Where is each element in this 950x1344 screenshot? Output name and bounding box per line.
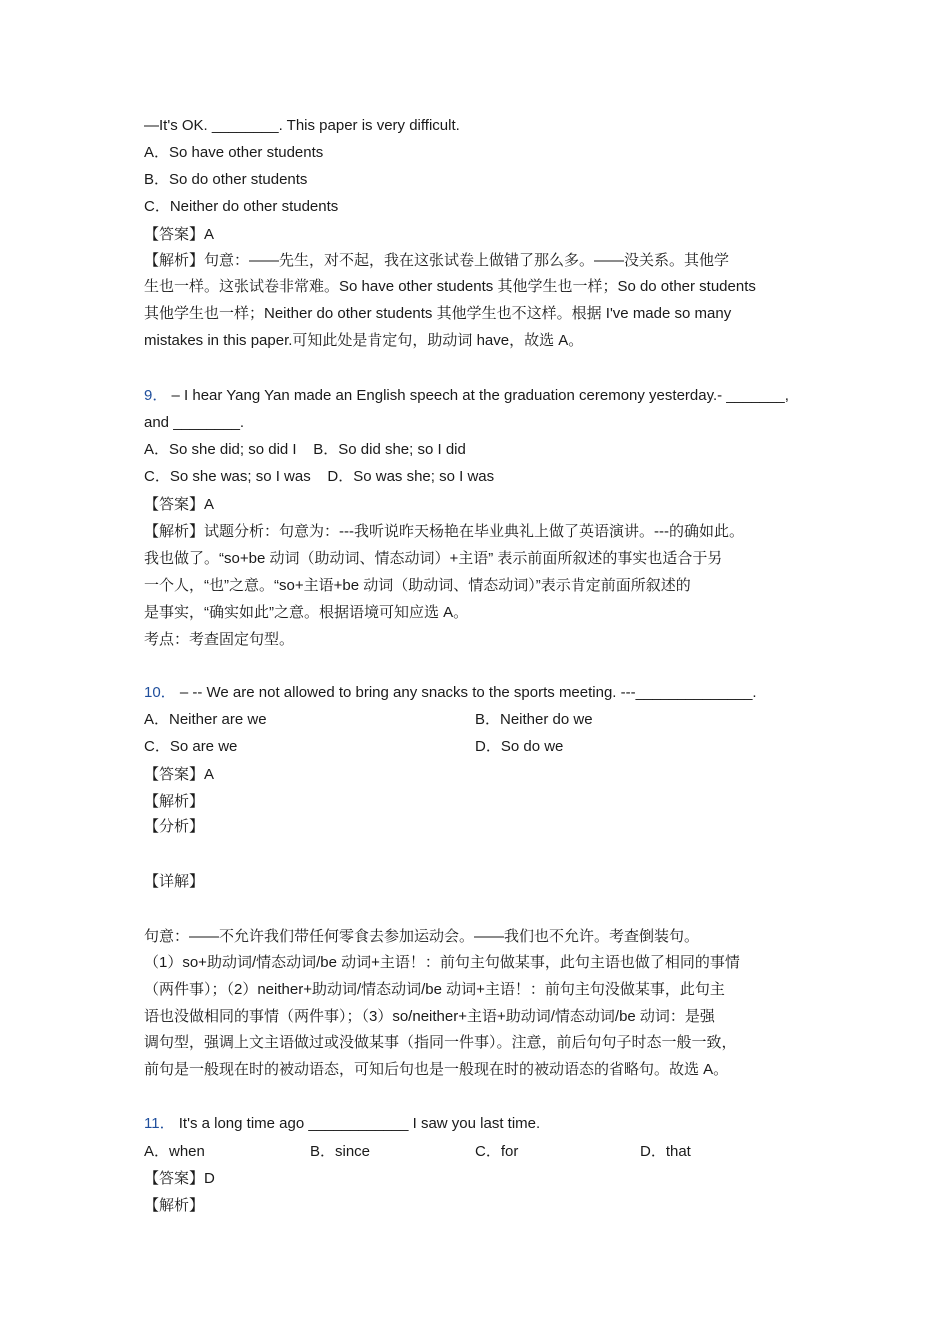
q10-detail-line: （两件事）；（2）neither+助动词/情态动词/be 动词+主语！：前句主句没做某事，此句主 bbox=[144, 981, 725, 998]
q11-option-a: A．when bbox=[144, 1143, 205, 1160]
q8-stem-tail: —It's OK. ________. This paper is very difficult. bbox=[144, 117, 460, 134]
q10-detail-line: 调句型，强调上文主语做过或没做某事（指同一件事）。注意，前后句句子时态一般一致， bbox=[144, 1034, 737, 1051]
q9-stem-2: and ________. bbox=[144, 414, 245, 431]
q10-detail-line: 语也没做相同的事情（两件事）；（3）so/neither+主语+助动词/情态动词/be 动词：是强 bbox=[144, 1008, 715, 1025]
q9-number: 9． bbox=[144, 387, 168, 404]
q9-options-row-2: C．So she was; so I was D．So was she; so I was bbox=[144, 468, 495, 485]
q9-answer: 【答案】A bbox=[144, 496, 215, 513]
q10-stem-line bbox=[144, 683, 757, 703]
q8-option-b: B．So do other students bbox=[144, 171, 308, 188]
q11-analysis-label: 【解析】 bbox=[144, 1197, 205, 1214]
q11-stem: It's a long time ago ____________ I saw you last time. bbox=[178, 1115, 541, 1132]
q8-option-c: C．Neither do other students bbox=[144, 198, 339, 215]
q10-detail-line: 前句是一般现在时的被动语态，可知后句也是一般现在时的被动语态的省略句。故选 A。 bbox=[144, 1061, 729, 1078]
q8-analysis-line: 生也一样。这张试卷非常难。So have other students 其他学生也一样；So do other students bbox=[144, 278, 756, 295]
q10-option-a: A．Neither are we bbox=[144, 711, 267, 728]
q10-answer: 【答案】A bbox=[144, 766, 215, 783]
q9-point: 考点：考查固定句型。 bbox=[144, 631, 295, 648]
q9-analysis-line: 【解析】试题分析：句意为：---我听说昨天杨艳在毕业典礼上做了英语演讲。---的确如此。 bbox=[144, 523, 744, 540]
q10-fenxi-label: 【分析】 bbox=[144, 818, 205, 835]
q8-option-a: A．So have other students bbox=[144, 144, 324, 161]
q8-analysis-line: mistakes in this paper.可知此处是肯定句，助动词 have，故选 A。 bbox=[144, 332, 584, 349]
q11-option-d: D．that bbox=[640, 1143, 691, 1160]
q8-analysis-line: 【解析】句意：——先生，对不起，我在这张试卷上做错了那么多。——没关系。其他学 bbox=[144, 252, 730, 269]
q10-detail-line: （1）so+助动词/情态动词/be 动词+主语！：前句主句做某事，此句主语也做了相同的事情 bbox=[144, 954, 740, 971]
q10-option-d: D．So do we bbox=[475, 738, 564, 755]
q8-analysis-line: 其他学生也一样；Neither do other students 其他学生也不这样。根据 I've made so many bbox=[144, 305, 732, 322]
q11-number: 11． bbox=[144, 1115, 175, 1132]
q9-analysis-line: 是事实，“确实如此”之意。根据语境可知应选 A。 bbox=[144, 604, 469, 621]
q10-detail-line: 句意：——不允许我们带任何零食去参加运动会。——我们也不允许。考查倒装句。 bbox=[144, 928, 700, 945]
q9-analysis-line: 一个人，“也”之意。“so+主语+be 动词（助动词、情态动词）”表示肯定前面所叙述的 bbox=[144, 577, 691, 594]
q11-answer: 【答案】D bbox=[144, 1170, 215, 1187]
q11-stem-line bbox=[144, 1114, 540, 1134]
q10-detail-label: 【详解】 bbox=[144, 873, 205, 890]
q9-analysis-line: 我也做了。“so+be 动词（助动词、情态动词）+主语” 表示前面所叙述的事实也适合于另 bbox=[144, 550, 723, 567]
q10-option-c: C．So are we bbox=[144, 738, 238, 755]
q11-option-c: C．for bbox=[475, 1143, 519, 1160]
q10-stem: – -- We are not allowed to bring any snacks to the sports meeting. ---______________. bbox=[179, 684, 757, 701]
q10-option-b: B．Neither do we bbox=[475, 711, 593, 728]
q11-option-b: B．since bbox=[310, 1143, 371, 1160]
q9-stem: – I hear Yang Yan made an English speech at the graduation ceremony yesterday.- _______, bbox=[171, 387, 789, 404]
q9-stem-line bbox=[144, 386, 789, 406]
q9-options-row-1: A．So she did; so did I B．So did she; so I did bbox=[144, 441, 466, 458]
q8-answer: 【答案】A bbox=[144, 226, 215, 243]
q10-analysis-label: 【解析】 bbox=[144, 793, 205, 810]
q10-number: 10． bbox=[144, 684, 176, 701]
